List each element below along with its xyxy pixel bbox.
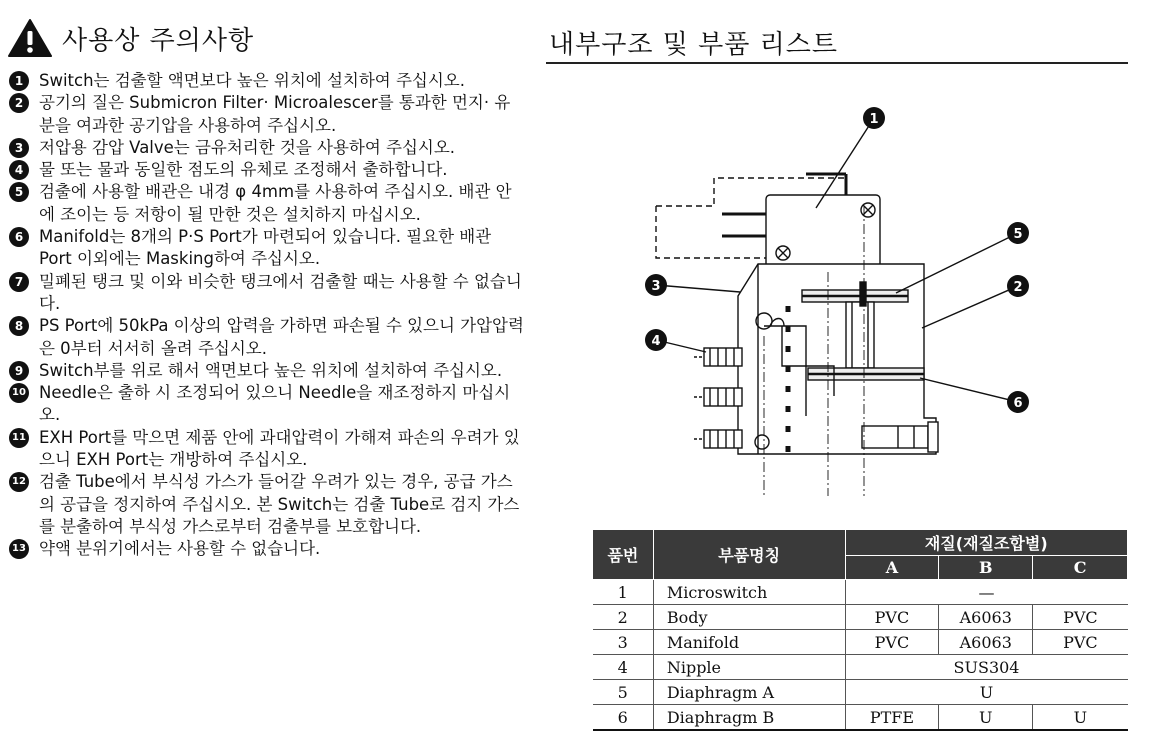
note-item [8,315,524,360]
svg-text:3: 3 [651,279,661,294]
part-name: Nipple [653,655,845,680]
table-row [593,680,1128,705]
precautions-section [8,18,524,561]
note-item [8,271,524,316]
part-name: Diaphragm A [653,680,845,705]
part-name: Diaphragm B [653,705,845,731]
material-c: PVC [1033,605,1128,630]
note-number-badge: 2 [9,93,29,113]
material-all: SUS304 [845,655,1127,680]
note-number-badge: 12 [9,472,29,492]
material-a: PVC [845,605,939,630]
material-b: A6063 [939,605,1033,630]
table-row [593,630,1128,655]
nipple [704,430,742,448]
callout-4 [645,329,667,351]
svg-text:1: 1 [869,112,879,127]
table-row [593,655,1128,680]
header-material-a: A [845,556,939,580]
precautions-header [8,18,524,58]
note-item [8,92,524,137]
svg-text:6: 6 [1013,396,1023,411]
material-all: — [845,580,1127,605]
note-text: 밀폐된 탱크 및 이와 비슷한 탱크에서 검출할 때는 사용할 수 없습니다. [39,271,522,313]
nipple [704,388,742,406]
callout-6 [1007,391,1029,413]
note-item [8,382,524,427]
table-row [593,580,1128,605]
note-text: EXH Port를 막으면 제품 안에 과대압력이 가해져 파손의 우려가 있으니 EXH Port는 개방하여 주십시오. [39,427,520,470]
note-number-badge: 11 [9,428,29,448]
callout-1 [863,107,885,129]
header-material-b: B [939,556,1033,580]
table-row [593,605,1128,630]
note-text: Needle은 출하 시 조정되어 있으니 Needle을 재조정하지 마십시오. [39,383,511,425]
note-text: 저압용 감압 Valve는 금유처리한 것을 사용하여 주십시오. [39,137,456,157]
warning-icon [8,18,52,58]
part-no: 2 [593,605,654,630]
note-text: 검출 Tube에서 부식성 가스가 들어갈 우려가 있는 경우, 공급 가스의 공급을 정지하여 주십시오. 본 Switch는 검출 Tube로 검지 가스를 분출하여 부식성 가스로부터 검출부를 보호합니다. [39,472,520,536]
note-number-badge: 10 [9,383,29,403]
precautions-list [8,70,524,561]
svg-text:2: 2 [1013,280,1023,295]
callout-5 [1007,222,1029,244]
note-item [8,471,524,538]
svg-text:4: 4 [651,334,661,349]
part-name: Manifold [653,630,845,655]
note-number-badge: 1 [9,71,29,91]
note-text: PS Port에 50kPa 이상의 압력을 가하면 파손될 수 있으니 가압압력은 0부터 서서히 올려 주십시오. [39,316,524,358]
svg-text:5: 5 [1013,227,1023,242]
callout-3 [645,274,667,296]
material-a: PTFE [845,705,939,731]
header-part-no: 품번 [593,530,654,580]
part-no: 3 [593,630,654,655]
structure-section [546,18,1128,61]
note-number-badge: 9 [9,361,29,381]
note-text: 약액 분위기에서는 사용할 수 없습니다. [39,539,321,559]
note-number-badge: 8 [9,316,29,336]
material-b: U [939,705,1033,731]
note-item [8,427,524,472]
note-number-badge: 6 [9,227,29,247]
material-all: U [845,680,1127,705]
note-text: Switch는 검출할 액면보다 높은 위치에 설치하여 주십시오. [39,71,465,90]
note-text: 검출에 사용할 배관은 내경 φ 4mm를 사용하여 주십시오. 배관 안에 조이는 등 저항이 될 만한 것은 설치하지 마십시오. [39,182,512,224]
material-a: PVC [845,630,939,655]
precautions-title: 사용상 주의사항 [62,25,255,56]
part-no: 4 [593,655,654,680]
note-item [8,70,524,92]
note-item [8,226,524,271]
structure-title: 내부구조 및 부품 리스트 [549,30,838,60]
note-item [8,538,524,560]
note-number-badge: 13 [9,539,29,559]
parts-list-table [592,529,1128,731]
header-part-name: 부품명칭 [653,530,845,580]
nipple [704,348,742,366]
header-material: 재질(재질조합별) [845,530,1127,556]
note-item [8,181,524,226]
note-number-badge: 7 [9,272,29,292]
part-name: Body [653,605,845,630]
header-material-c: C [1033,556,1128,580]
note-number-badge: 5 [9,182,29,202]
material-b: A6063 [939,630,1033,655]
part-no: 1 [593,580,654,605]
callout-2 [1007,275,1029,297]
part-no: 6 [593,705,654,731]
note-number-badge: 4 [9,160,29,180]
note-item [8,159,524,181]
title-divider [546,62,1128,64]
part-no: 5 [593,680,654,705]
note-text: 공기의 질은 Submicron Filter· Microalescer를 통과한 먼지· 유분을 여과한 공기압을 사용하여 주십시오. [39,93,511,135]
internal-structure-diagram [634,96,1054,496]
material-c: PVC [1033,630,1128,655]
note-item [8,137,524,159]
material-c: U [1033,705,1128,731]
part-name: Microswitch [653,580,845,605]
table-row [593,705,1128,731]
note-text: Manifold는 8개의 P·S Port가 마련되어 있습니다. 필요한 배관 Port 이외에는 Masking하여 주십시오. [39,227,492,269]
note-item [8,360,524,382]
note-text: Switch부를 위로 해서 액면보다 높은 위치에 설치하여 주십시오. [39,360,503,380]
note-number-badge: 3 [9,138,29,158]
note-text: 물 또는 물과 동일한 점도의 유체로 조정해서 출하합니다. [39,160,448,180]
